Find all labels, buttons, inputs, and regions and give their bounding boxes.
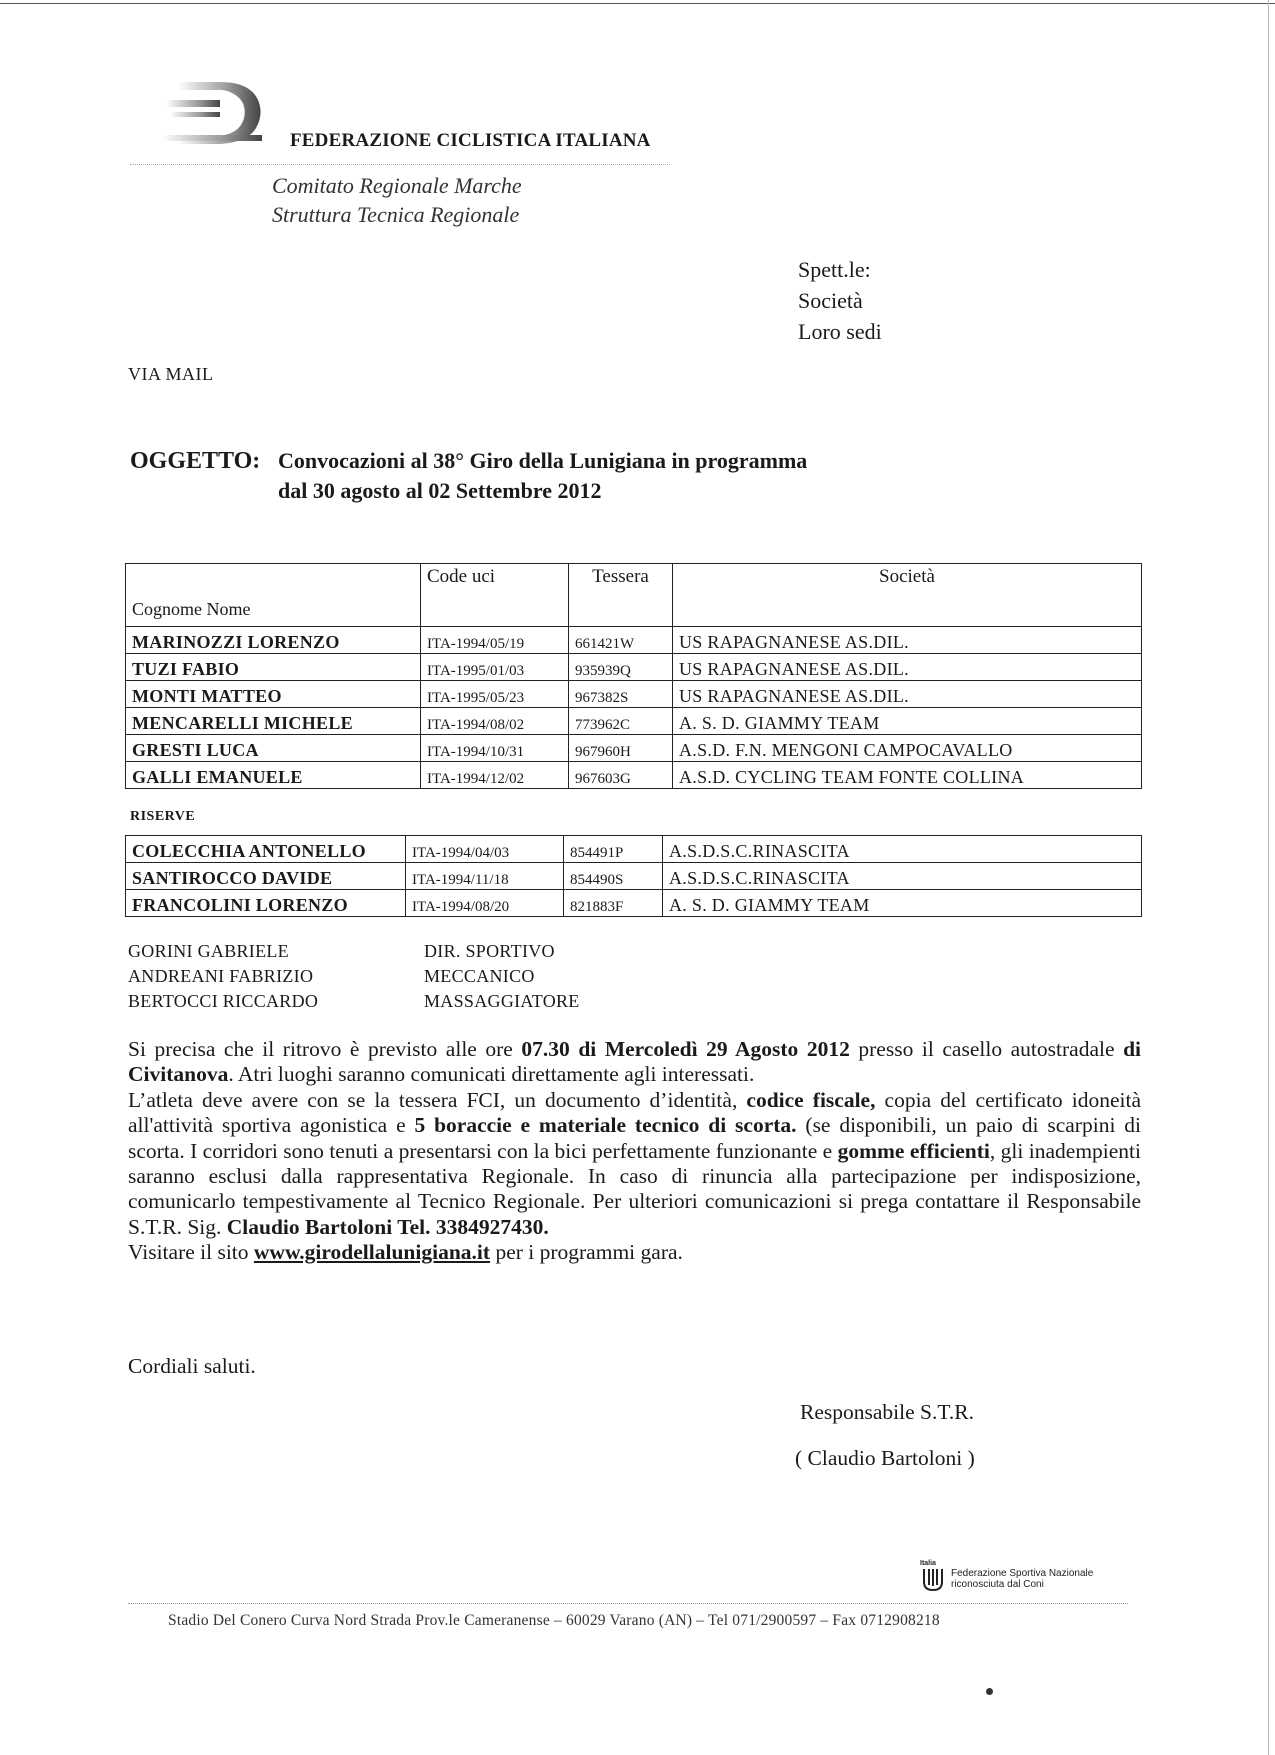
committee-name: Comitato Regionale Marche	[272, 173, 522, 198]
contact-info: Claudio Bartoloni Tel. 3384927430.	[226, 1214, 549, 1239]
table-row	[126, 681, 1142, 708]
column-header: Cognome Nome	[126, 564, 421, 627]
recipient-block	[798, 254, 882, 347]
team-name: A.S.D.S.C.RINASCITA	[663, 863, 1142, 890]
letter-body	[128, 1037, 1141, 1266]
body-text: Si precisa che il ritrovo è previsto alle ore	[128, 1037, 522, 1061]
table-row	[126, 762, 1142, 789]
footer-address: Stadio Del Conero Curva Nord Strada Prov.le Cameranense – 60029 Varano (AN) – Tel 071/2900597 – Fax 0712908218	[168, 1612, 940, 1629]
coni-caption	[951, 1568, 1093, 1590]
uci-code: ITA-1994/08/20	[406, 890, 564, 917]
body-text: , gli inadempienti saranno esclusi dalla rappresentativa Regionale. In caso di rinuncia alla partecipazione per indisposizione, comunicarlo tempestivamente al Tecnico Regionale. Per ulteriori comunicazioni si prega contattare il Responsabile S.T.R. Sig.	[128, 1138, 1142, 1239]
staff-role: MASSAGGIATORE	[424, 991, 580, 1011]
coni-line: Federazione Sportiva Nazionale	[951, 1568, 1094, 1579]
table-row	[126, 735, 1142, 762]
tessera-number: 854490S	[564, 863, 663, 890]
emphasis-text: gomme efficienti	[837, 1138, 990, 1163]
team-name: A.S.D. CYCLING TEAM FONTE COLLINA	[673, 762, 1142, 789]
staff-role: DIR. SPORTIVO	[424, 941, 555, 961]
column-header: Società	[673, 564, 1142, 627]
table-row	[126, 863, 1142, 890]
footer-divider	[128, 1603, 1128, 1604]
column-header: Tessera	[569, 564, 673, 627]
staff-roles	[424, 939, 580, 1014]
subject-label: OGGETTO:	[130, 448, 261, 474]
table-row	[126, 890, 1142, 917]
athlete-name: COLECCHIA ANTONELLO	[126, 836, 406, 863]
recipient-line: Loro sedi	[798, 319, 882, 344]
uci-code: ITA-1994/08/02	[421, 708, 569, 735]
team-name: US RAPAGNANESE AS.DIL.	[673, 654, 1142, 681]
delivery-method: VIA MAIL	[128, 364, 214, 384]
athlete-name: SANTIROCCO DAVIDE	[126, 863, 406, 890]
table-header-row	[126, 564, 1142, 627]
body-text: (se disponibili, un paio di scarpini di scorta. I corridori sono tenuti a presentarsi con la bici perfettamente funzionante e	[128, 1113, 1141, 1163]
uci-code: ITA-1994/10/31	[421, 735, 569, 762]
recipient-line: Spett.le:	[798, 257, 871, 282]
tessera-number: 935939Q	[569, 654, 673, 681]
body-text: per i programmi gara.	[490, 1240, 683, 1265]
athlete-name: FRANCOLINI LORENZO	[126, 890, 406, 917]
team-name: US RAPAGNANESE AS.DIL.	[673, 681, 1142, 708]
reserves-table	[125, 835, 1142, 917]
recipient-line: Società	[798, 288, 863, 313]
team-name: A.S.D.S.C.RINASCITA	[663, 836, 1142, 863]
athlete-name: GRESTI LUCA	[126, 735, 421, 762]
uci-code: ITA-1995/01/03	[421, 654, 569, 681]
staff-names	[128, 939, 318, 1014]
uci-code: ITA-1995/05/23	[421, 681, 569, 708]
staff-name: ANDREANI FABRIZIO	[128, 966, 314, 986]
team-name: A.S.D. F.N. MENGONI CAMPOCAVALLO	[673, 735, 1142, 762]
website-link[interactable]: www.girodellalunigiana.it	[253, 1240, 491, 1265]
body-paragraph	[128, 1240, 1141, 1265]
tessera-number: 967382S	[569, 681, 673, 708]
team-name: A. S. D. GIAMMY TEAM	[663, 890, 1142, 917]
athletes-table	[125, 563, 1142, 789]
column-header: Code uci	[421, 564, 569, 627]
fci-logo-icon	[160, 78, 272, 148]
athlete-name: MONTI MATTEO	[126, 681, 421, 708]
header-divider	[130, 164, 670, 165]
team-name: US RAPAGNANESE AS.DIL.	[673, 627, 1142, 654]
uci-code: ITA-1994/05/19	[421, 627, 569, 654]
table-row	[126, 836, 1142, 863]
coni-logo-icon	[920, 1558, 946, 1592]
reserves-label: RISERVE	[130, 809, 196, 824]
meeting-place: di Civitanova	[128, 1037, 1141, 1087]
coni-mark-text: Italia	[920, 1560, 936, 1567]
scan-speck	[986, 1688, 993, 1695]
tessera-number: 854491P	[564, 836, 663, 863]
subject-line-2: dal 30 agosto al 02 Settembre 2012	[278, 478, 602, 503]
body-paragraph	[128, 1088, 1141, 1240]
scan-right-border	[1268, 0, 1269, 1755]
staff-role: MECCANICO	[424, 966, 535, 986]
meeting-time: 07.30 di Mercoledì 29 Agosto 2012	[521, 1037, 850, 1061]
structure-name: Struttura Tecnica Regionale	[272, 202, 520, 227]
tessera-number: 661421W	[569, 627, 673, 654]
emphasis-text: 5 boraccie e materiale tecnico di scorta.	[414, 1113, 797, 1138]
body-text: . Atri luoghi saranno comunicati direttamente agli interessati.	[228, 1062, 755, 1087]
table-row	[126, 627, 1142, 654]
signature-name: ( Claudio Bartoloni )	[795, 1446, 975, 1470]
body-text: L’atleta deve avere con se la tessera FCI, un documento d’identità,	[128, 1087, 747, 1112]
uci-code: ITA-1994/12/02	[421, 762, 569, 789]
closing-greeting: Cordiali saluti.	[128, 1354, 256, 1378]
uci-code: ITA-1994/11/18	[406, 863, 564, 890]
staff-name: BERTOCCI RICCARDO	[128, 991, 319, 1011]
emphasis-text: codice fiscale,	[746, 1087, 876, 1112]
athlete-name: GALLI EMANUELE	[126, 762, 421, 789]
tessera-number: 967603G	[569, 762, 673, 789]
body-text: copia del certificato idoneità all'attività sportiva agonistica e	[128, 1087, 1141, 1138]
organization-name: FEDERAZIONE CICLISTICA ITALIANA	[290, 130, 651, 151]
uci-code: ITA-1994/04/03	[406, 836, 564, 863]
tessera-number: 773962C	[569, 708, 673, 735]
body-text: presso il casello autostradale	[849, 1037, 1124, 1061]
table-row	[126, 708, 1142, 735]
body-text: Visitare il sito	[128, 1240, 254, 1265]
staff-name: GORINI GABRIELE	[128, 941, 289, 961]
athlete-name: MENCARELLI MICHELE	[126, 708, 421, 735]
body-paragraph	[128, 1037, 1141, 1088]
tessera-number: 821883F	[564, 890, 663, 917]
table-row	[126, 654, 1142, 681]
scan-top-border	[0, 3, 1275, 4]
athlete-name: TUZI FABIO	[126, 654, 421, 681]
athlete-name: MARINOZZI LORENZO	[126, 627, 421, 654]
coni-line: riconosciuta dal Coni	[951, 1579, 1044, 1590]
subject-line-1: Convocazioni al 38° Giro della Lunigiana in programma	[278, 448, 808, 473]
tessera-number: 967960H	[569, 735, 673, 762]
team-name: A. S. D. GIAMMY TEAM	[673, 708, 1142, 735]
signature-title: Responsabile S.T.R.	[800, 1400, 974, 1424]
coni-badge	[920, 1558, 1130, 1592]
